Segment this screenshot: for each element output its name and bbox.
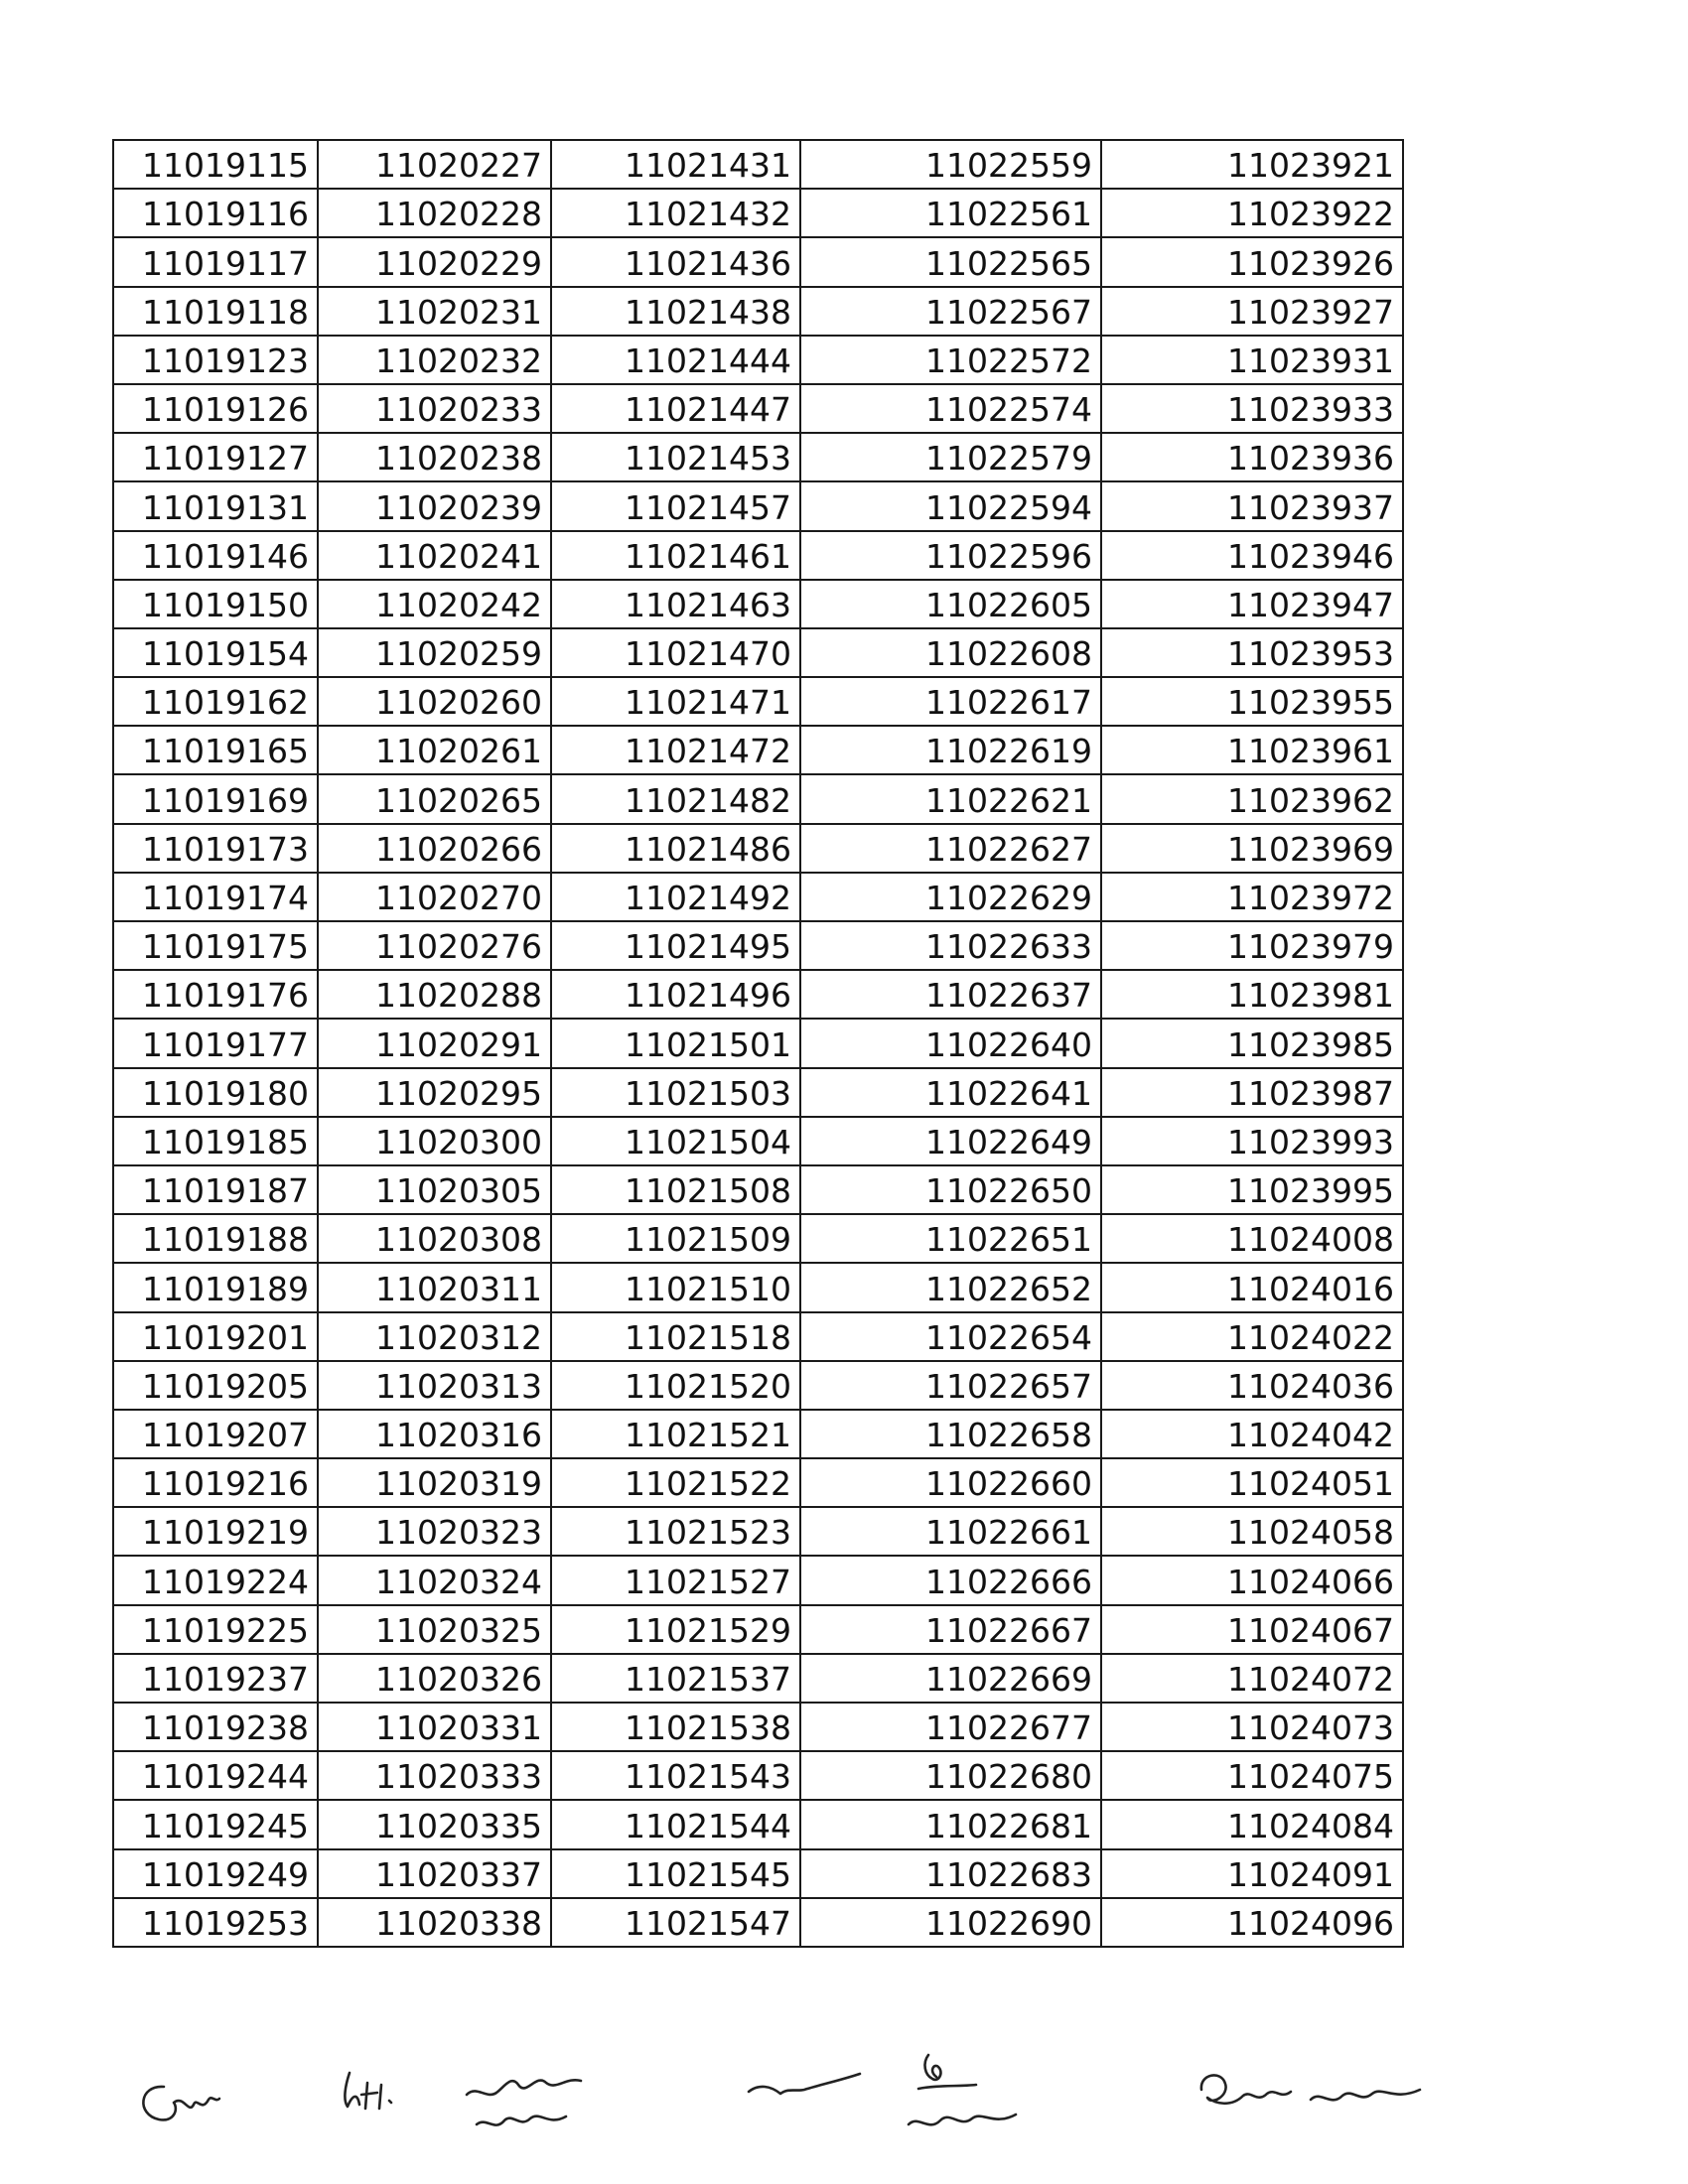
roll-number-cell: 11021503 — [551, 1068, 800, 1117]
roll-number-cell: 11020261 — [318, 726, 551, 774]
roll-number-cell: 11020232 — [318, 336, 551, 384]
table-row — [113, 1556, 1403, 1604]
table-row — [113, 970, 1403, 1019]
roll-number-cell: 11019225 — [113, 1605, 318, 1654]
table-row — [113, 1410, 1403, 1458]
roll-number-cell: 11024016 — [1101, 1263, 1403, 1311]
roll-number-cell: 11022680 — [800, 1751, 1101, 1800]
roll-number-cell: 11024066 — [1101, 1556, 1403, 1604]
roll-number-cell: 11021495 — [551, 921, 800, 970]
roll-number-cell: 11021432 — [551, 189, 800, 237]
roll-number-cell: 11021527 — [551, 1556, 800, 1604]
roll-number-cell: 11021482 — [551, 774, 800, 823]
table-row — [113, 1165, 1403, 1214]
roll-number-cell: 11021547 — [551, 1898, 800, 1947]
table-row — [113, 481, 1403, 530]
roll-number-cell: 11022651 — [800, 1214, 1101, 1263]
roll-number-cell: 11020266 — [318, 824, 551, 873]
roll-number-cell: 11019187 — [113, 1165, 318, 1214]
roll-number-cell: 11020233 — [318, 384, 551, 433]
roll-number-cell: 11022608 — [800, 628, 1101, 677]
table-row — [113, 336, 1403, 384]
roll-number-cell: 11023931 — [1101, 336, 1403, 384]
roll-number-cell: 11021436 — [551, 237, 800, 286]
table-row — [113, 287, 1403, 336]
roll-number-cell: 11021472 — [551, 726, 800, 774]
roll-number-cell: 11019201 — [113, 1312, 318, 1361]
roll-number-cell: 11020242 — [318, 580, 551, 628]
roll-number-cell: 11022594 — [800, 481, 1101, 530]
roll-number-cell: 11024084 — [1101, 1800, 1403, 1848]
table-row — [113, 774, 1403, 823]
table-row — [113, 1361, 1403, 1410]
roll-number-cell: 11019189 — [113, 1263, 318, 1311]
roll-number-cell: 11021444 — [551, 336, 800, 384]
roll-number-cell: 11020316 — [318, 1410, 551, 1458]
roll-number-cell: 11019123 — [113, 336, 318, 384]
roll-number-cell: 11020291 — [318, 1019, 551, 1067]
roll-number-cell: 11021501 — [551, 1019, 800, 1067]
table-row — [113, 237, 1403, 286]
roll-number-cell: 11019174 — [113, 873, 318, 921]
roll-number-cell: 11022683 — [800, 1849, 1101, 1898]
roll-number-cell: 11020311 — [318, 1263, 551, 1311]
roll-number-cell: 11022559 — [800, 140, 1101, 189]
roll-number-cell: 11024072 — [1101, 1654, 1403, 1703]
roll-number-cell: 11020265 — [318, 774, 551, 823]
roll-number-cell: 11020229 — [318, 237, 551, 286]
roll-number-cell: 11021463 — [551, 580, 800, 628]
roll-number-cell: 11023946 — [1101, 531, 1403, 580]
roll-number-cell: 11019115 — [113, 140, 318, 189]
roll-number-cell: 11019245 — [113, 1800, 318, 1848]
roll-number-cell: 11023969 — [1101, 824, 1403, 873]
roll-number-cell: 11019126 — [113, 384, 318, 433]
roll-number-cell: 11023985 — [1101, 1019, 1403, 1067]
table-row — [113, 824, 1403, 873]
roll-number-cell: 11021529 — [551, 1605, 800, 1654]
roll-number-cell: 11023922 — [1101, 189, 1403, 237]
table-row — [113, 921, 1403, 970]
roll-number-cell: 11020300 — [318, 1117, 551, 1165]
roll-number-cell: 11021523 — [551, 1507, 800, 1556]
roll-number-cell: 11022654 — [800, 1312, 1101, 1361]
roll-number-cell: 11023962 — [1101, 774, 1403, 823]
roll-number-cell: 11021537 — [551, 1654, 800, 1703]
roll-number-cell: 11022637 — [800, 970, 1101, 1019]
roll-number-cell: 11019127 — [113, 433, 318, 481]
roll-number-cell: 11019238 — [113, 1703, 318, 1751]
roll-number-cell: 11021504 — [551, 1117, 800, 1165]
roll-number-cell: 11022629 — [800, 873, 1101, 921]
table-row — [113, 1605, 1403, 1654]
roll-number-cell: 11024073 — [1101, 1703, 1403, 1751]
roll-number-cell: 11021496 — [551, 970, 800, 1019]
roll-number-cell: 11024008 — [1101, 1214, 1403, 1263]
signature-2 — [338, 2065, 417, 2128]
roll-number-cell: 11020308 — [318, 1214, 551, 1263]
roll-number-cell: 11022661 — [800, 1507, 1101, 1556]
roll-number-cell: 11023979 — [1101, 921, 1403, 970]
roll-number-cell: 11022669 — [800, 1654, 1101, 1703]
table-row — [113, 384, 1403, 433]
roll-number-cell: 11019118 — [113, 287, 318, 336]
roll-number-cell: 11019175 — [113, 921, 318, 970]
signature-5-with-date — [899, 2045, 1028, 2158]
roll-number-cell: 11019219 — [113, 1507, 318, 1556]
roll-number-cell: 11021520 — [551, 1361, 800, 1410]
roll-number-cell: 11019244 — [113, 1751, 318, 1800]
roll-number-cell: 11021470 — [551, 628, 800, 677]
roll-number-cell: 11022677 — [800, 1703, 1101, 1751]
roll-number-cell: 11023961 — [1101, 726, 1403, 774]
roll-number-cell: 11023972 — [1101, 873, 1403, 921]
roll-number-cell: 11022579 — [800, 433, 1101, 481]
roll-number-cell: 11021461 — [551, 531, 800, 580]
roll-number-cell: 11022660 — [800, 1458, 1101, 1507]
table-row — [113, 1849, 1403, 1898]
roll-number-cell: 11019249 — [113, 1849, 318, 1898]
roll-number-cell: 11021447 — [551, 384, 800, 433]
roll-number-cell: 11020323 — [318, 1507, 551, 1556]
roll-number-cell: 11022658 — [800, 1410, 1101, 1458]
roll-number-cell: 11021521 — [551, 1410, 800, 1458]
roll-number-cell: 11019154 — [113, 628, 318, 677]
roll-number-cell: 11019177 — [113, 1019, 318, 1067]
roll-number-cell: 11024075 — [1101, 1751, 1403, 1800]
roll-number-cell: 11019165 — [113, 726, 318, 774]
roll-number-cell: 11024067 — [1101, 1605, 1403, 1654]
roll-number-cell: 11023933 — [1101, 384, 1403, 433]
roll-number-cell: 11020259 — [318, 628, 551, 677]
table-row — [113, 1458, 1403, 1507]
roll-number-cell: 11022574 — [800, 384, 1101, 433]
roll-number-cell: 11020260 — [318, 677, 551, 726]
roll-number-cell: 11020295 — [318, 1068, 551, 1117]
roll-number-cell: 11022596 — [800, 531, 1101, 580]
signature-4 — [745, 2070, 864, 2114]
roll-number-cell: 11020276 — [318, 921, 551, 970]
table-row — [113, 873, 1403, 921]
roll-number-cell: 11020228 — [318, 189, 551, 237]
roll-number-cell: 11021518 — [551, 1312, 800, 1361]
roll-number-cell: 11023955 — [1101, 677, 1403, 726]
roll-number-cell: 11022690 — [800, 1898, 1101, 1947]
table-row — [113, 1703, 1403, 1751]
roll-number-cell: 11023936 — [1101, 433, 1403, 481]
roll-number-cell: 11022666 — [800, 1556, 1101, 1604]
roll-number-cell: 11021453 — [551, 433, 800, 481]
roll-number-cell: 11022657 — [800, 1361, 1101, 1410]
roll-number-cell: 11019185 — [113, 1117, 318, 1165]
roll-number-cell: 11019180 — [113, 1068, 318, 1117]
roll-number-cell: 11022565 — [800, 237, 1101, 286]
roll-number-cell: 11019162 — [113, 677, 318, 726]
roll-number-cell: 11021522 — [551, 1458, 800, 1507]
roll-number-cell: 11022572 — [800, 336, 1101, 384]
roll-number-cell: 11019146 — [113, 531, 318, 580]
roll-number-cell: 11020313 — [318, 1361, 551, 1410]
table-row — [113, 1019, 1403, 1067]
roll-number-cell: 11020231 — [318, 287, 551, 336]
roll-number-cell: 11020338 — [318, 1898, 551, 1947]
roll-number-cell: 11019188 — [113, 1214, 318, 1263]
table-row — [113, 1654, 1403, 1703]
roll-number-cell: 11020333 — [318, 1751, 551, 1800]
signature-row — [0, 2035, 1688, 2184]
roll-number-cell: 11019150 — [113, 580, 318, 628]
roll-number-cell: 11023981 — [1101, 970, 1403, 1019]
roll-number-cell: 11021471 — [551, 677, 800, 726]
table-row — [113, 580, 1403, 628]
table-row — [113, 1507, 1403, 1556]
table-row — [113, 189, 1403, 237]
roll-number-table — [112, 139, 1404, 1948]
signature-6-with-date — [1192, 2060, 1430, 2133]
table-row — [113, 1800, 1403, 1848]
roll-number-cell: 11024096 — [1101, 1898, 1403, 1947]
roll-number-cell: 11022649 — [800, 1117, 1101, 1165]
roll-number-cell: 11024022 — [1101, 1312, 1403, 1361]
table-row — [113, 628, 1403, 677]
roll-number-cell: 11024058 — [1101, 1507, 1403, 1556]
roll-number-cell: 11020326 — [318, 1654, 551, 1703]
roll-number-cell: 11020331 — [318, 1703, 551, 1751]
roll-number-cell: 11020324 — [318, 1556, 551, 1604]
roll-number-cell: 11023921 — [1101, 140, 1403, 189]
roll-number-cell: 11023987 — [1101, 1068, 1403, 1117]
roll-number-cell: 11019176 — [113, 970, 318, 1019]
signature-1 — [134, 2075, 223, 2138]
roll-number-cell: 11022650 — [800, 1165, 1101, 1214]
roll-number-cell: 11019253 — [113, 1898, 318, 1947]
roll-number-cell: 11023947 — [1101, 580, 1403, 628]
table-row — [113, 531, 1403, 580]
roll-number-cell: 11020312 — [318, 1312, 551, 1361]
roll-number-cell: 11021457 — [551, 481, 800, 530]
roll-number-cell: 11019216 — [113, 1458, 318, 1507]
roll-number-cell: 11020270 — [318, 873, 551, 921]
table-row — [113, 1751, 1403, 1800]
roll-number-cell: 11021538 — [551, 1703, 800, 1751]
roll-number-cell: 11019116 — [113, 189, 318, 237]
roll-number-cell: 11022567 — [800, 287, 1101, 336]
roll-number-cell: 11019224 — [113, 1556, 318, 1604]
roll-number-cell: 11022619 — [800, 726, 1101, 774]
roll-number-cell: 11023993 — [1101, 1117, 1403, 1165]
roll-number-cell: 11020227 — [318, 140, 551, 189]
roll-number-cell: 11024091 — [1101, 1849, 1403, 1898]
table-row — [113, 433, 1403, 481]
roll-number-cell: 11019131 — [113, 481, 318, 530]
roll-number-cell: 11019173 — [113, 824, 318, 873]
table-row — [113, 1263, 1403, 1311]
roll-number-cell: 11023926 — [1101, 237, 1403, 286]
roll-number-cell: 11021508 — [551, 1165, 800, 1214]
table-row — [113, 1214, 1403, 1263]
roll-number-cell: 11020241 — [318, 531, 551, 580]
roll-number-table-wrapper — [112, 139, 1404, 1948]
roll-number-cell: 11021543 — [551, 1751, 800, 1800]
roll-number-cell: 11020337 — [318, 1849, 551, 1898]
roll-number-cell: 11020239 — [318, 481, 551, 530]
roll-number-cell: 11021486 — [551, 824, 800, 873]
signature-3-with-date — [457, 2055, 596, 2148]
roll-number-cell: 11022667 — [800, 1605, 1101, 1654]
table-row — [113, 1117, 1403, 1165]
roll-number-cell: 11024036 — [1101, 1361, 1403, 1410]
roll-number-cell: 11024051 — [1101, 1458, 1403, 1507]
table-row — [113, 1898, 1403, 1947]
roll-number-cell: 11019207 — [113, 1410, 318, 1458]
roll-number-cell: 11022621 — [800, 774, 1101, 823]
roll-number-cell: 11022561 — [800, 189, 1101, 237]
roll-number-cell: 11019169 — [113, 774, 318, 823]
roll-number-cell: 11023953 — [1101, 628, 1403, 677]
roll-number-cell: 11021492 — [551, 873, 800, 921]
roll-number-cell: 11020305 — [318, 1165, 551, 1214]
roll-number-cell: 11022627 — [800, 824, 1101, 873]
roll-number-cell: 11022605 — [800, 580, 1101, 628]
roll-number-cell: 11020319 — [318, 1458, 551, 1507]
roll-number-cell: 11022652 — [800, 1263, 1101, 1311]
roll-number-cell: 11019117 — [113, 237, 318, 286]
roll-number-cell: 11020238 — [318, 433, 551, 481]
roll-number-cell: 11020335 — [318, 1800, 551, 1848]
roll-number-cell: 11022681 — [800, 1800, 1101, 1848]
roll-number-cell: 11019237 — [113, 1654, 318, 1703]
roll-number-cell: 11022617 — [800, 677, 1101, 726]
table-row — [113, 140, 1403, 189]
table-row — [113, 1312, 1403, 1361]
roll-number-cell: 11021438 — [551, 287, 800, 336]
table-row — [113, 726, 1403, 774]
roll-number-cell: 11020288 — [318, 970, 551, 1019]
table-row — [113, 677, 1403, 726]
roll-number-cell: 11023937 — [1101, 481, 1403, 530]
roll-number-cell: 11021510 — [551, 1263, 800, 1311]
roll-number-cell: 11022633 — [800, 921, 1101, 970]
roll-number-cell: 11022641 — [800, 1068, 1101, 1117]
table-row — [113, 1068, 1403, 1117]
roll-number-cell: 11021509 — [551, 1214, 800, 1263]
roll-number-cell: 11021431 — [551, 140, 800, 189]
roll-number-cell: 11023927 — [1101, 287, 1403, 336]
roll-number-cell: 11024042 — [1101, 1410, 1403, 1458]
roll-number-cell: 11019205 — [113, 1361, 318, 1410]
roll-number-cell: 11020325 — [318, 1605, 551, 1654]
roll-number-cell: 11021544 — [551, 1800, 800, 1848]
roll-number-cell: 11022640 — [800, 1019, 1101, 1067]
roll-number-cell: 11021545 — [551, 1849, 800, 1898]
roll-number-table-body — [113, 140, 1403, 1947]
roll-number-cell: 11023995 — [1101, 1165, 1403, 1214]
